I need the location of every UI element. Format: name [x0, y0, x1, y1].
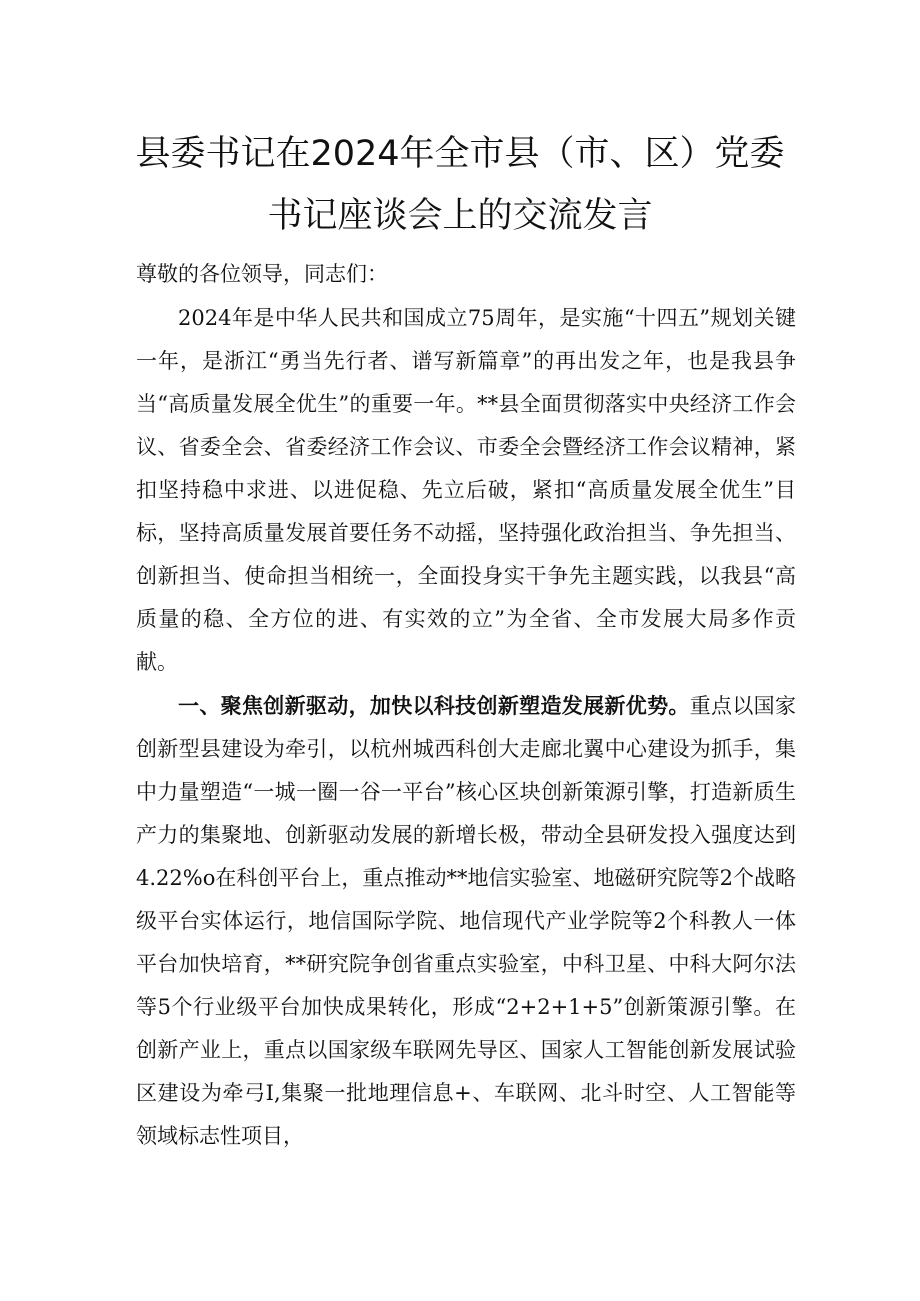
paragraph-innovation — [136, 685, 796, 1158]
paragraph-heading: 一、聚焦创新驱动，加快以科技创新塑造发展新优势。 — [178, 694, 690, 718]
greeting: 尊敬的各位领导，同志们： — [136, 262, 388, 286]
paragraph-intro: 2024年是中华人民共和国成立75周年，是实施“十四五”规划关键一年，是浙江“勇当先行者、谱写新篇章”的再出发之年，也是我县争当“高质量发展全优生”的重要一年。**县全面贯彻落实中央经济工作会议、省委全会、省委经济工作会议、市委全会暨经济工作会议精神，紧扣坚持稳中求进、以进促稳、先立后破，紧扣“高质量发展全优生”目标，坚持高质量发展首要任务不动摇，坚持强化政治担当、争先担当、创新担当、使命担当相统一，全面投身实干争先主题实践，以我县“高质量的稳、全方位的进、有实效的立”为全省、全市发展大局多作贡献。 — [136, 306, 796, 674]
document-title-line-1: 县委书记在2024年全市县（市、区）党委 — [135, 134, 785, 174]
paragraph-body: 重点以国家创新型县建设为牵引，以杭州城西科创大走廊北翼中心建设为抓手，集中力量塑造“一城一圈一谷一平台”核心区块创新策源引擎，打造新质生产力的集聚地、创新驱动发展的新增长极，带动全县研发投入强度达到4.22%o在科创平台上，重点推动**地信实验室、地磁研究院等2个战略级平台实体运行，地信国际学院、地信现代产业学院等2个科教人一体平台加快培育，**研究院争创省重点实验室，中科卫星、中科大阿尔法等5个行业级平台加快成果转化，形成“2+2+1+5”创新策源引擎。在创新产业上，重点以国家级车联网先导区、国家人工智能创新发展试验区建设为牵弓I,集聚一批地理信息+、车联网、北斗时空、人工智能等领域标志性项目， — [136, 694, 797, 1148]
document-title-line-2: 书记座谈会上的交流发言 — [267, 196, 653, 236]
